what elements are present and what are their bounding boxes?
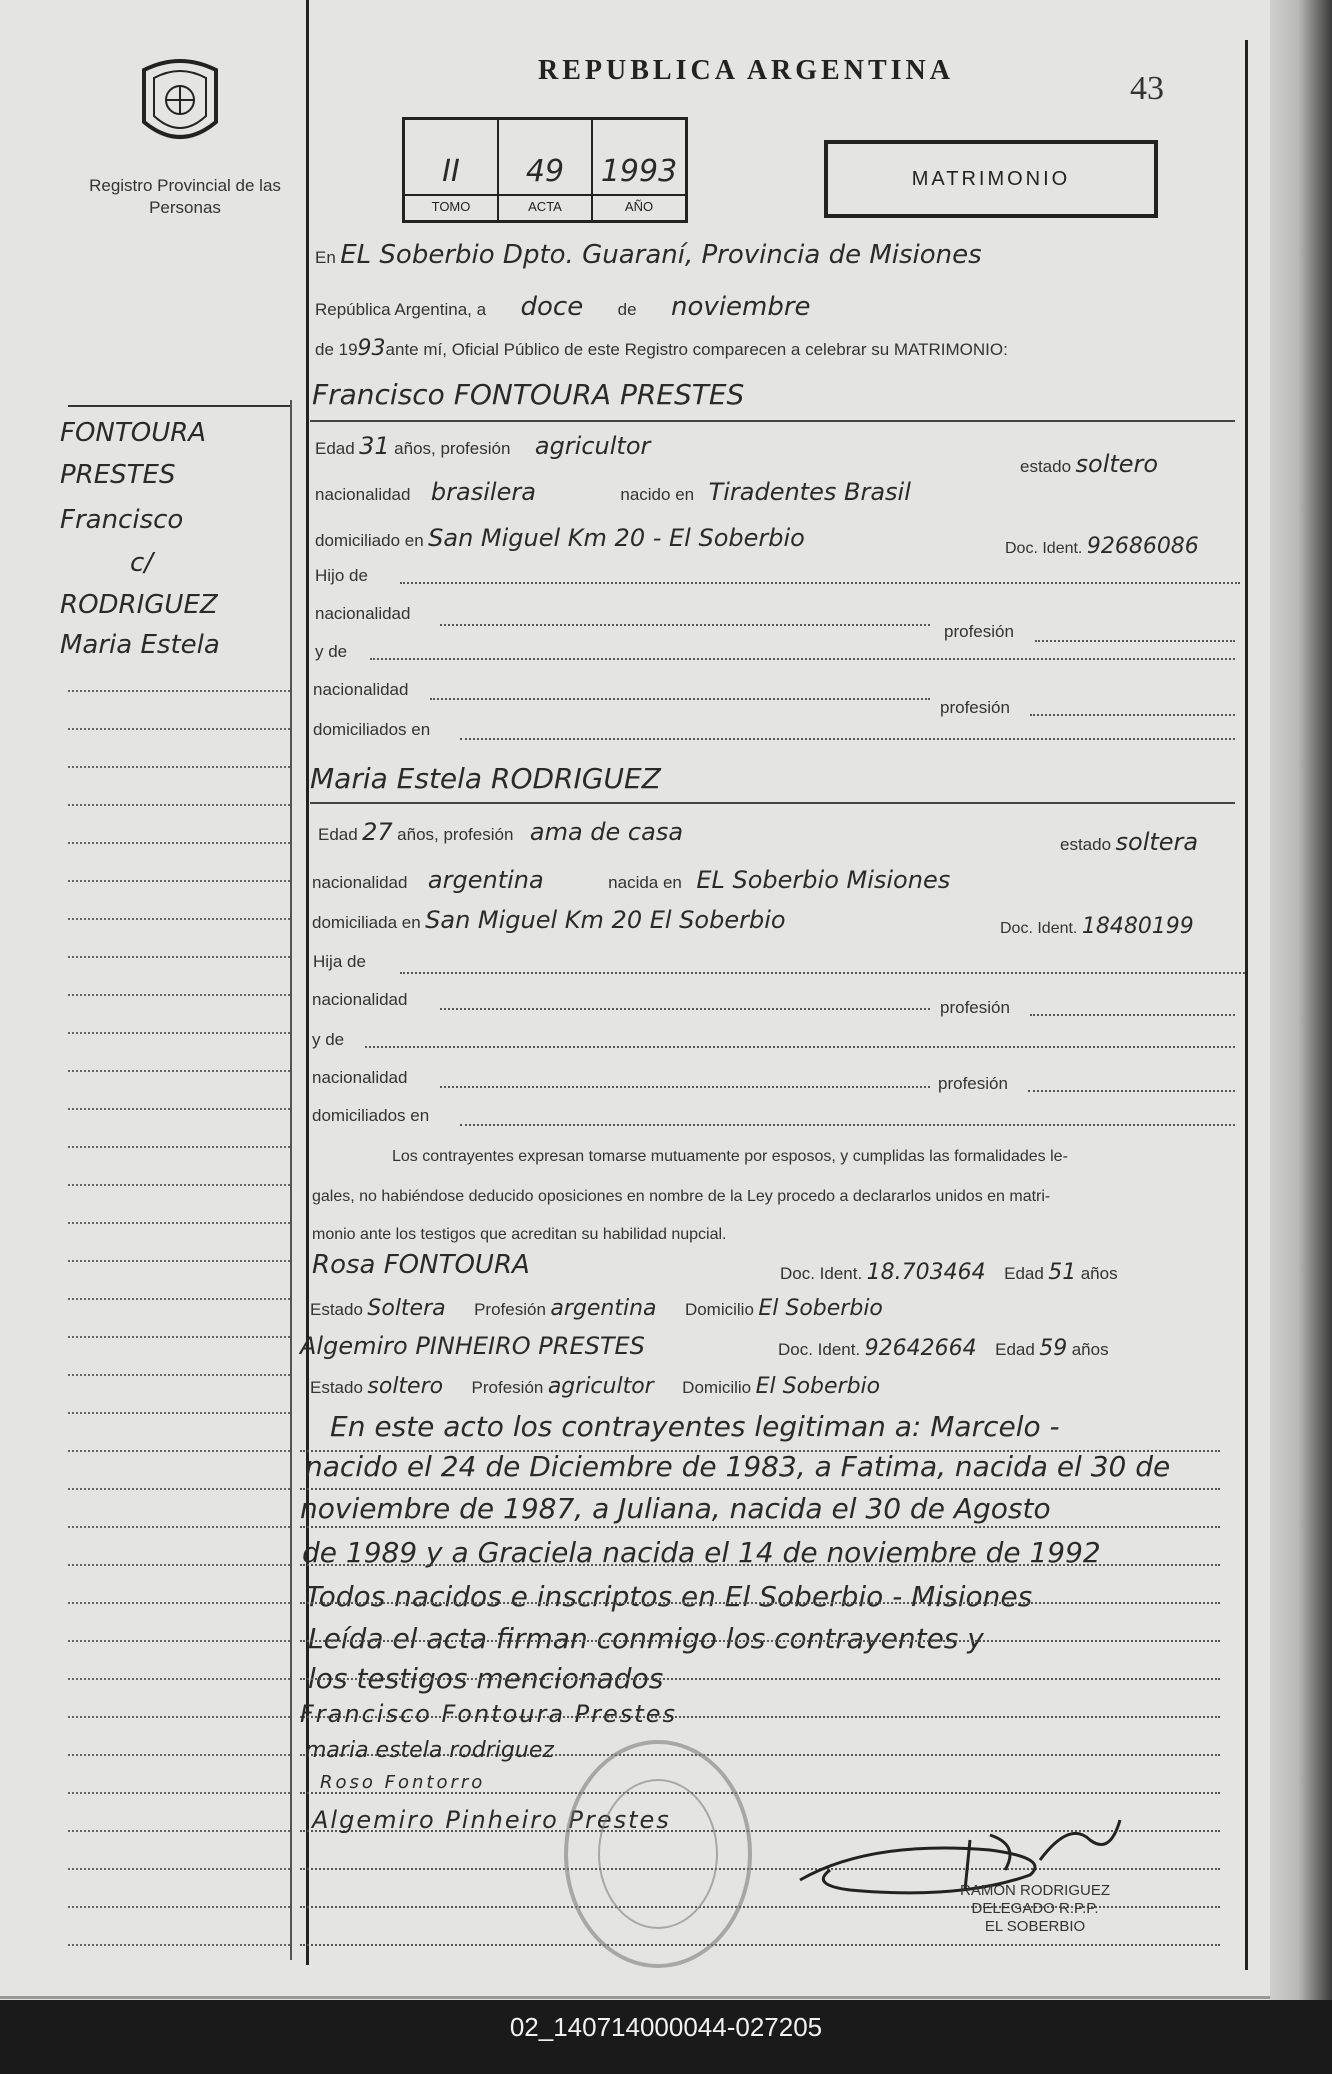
margin-line-4: c/ (130, 548, 154, 578)
bride-nac3-line (440, 1086, 930, 1088)
witness-2-estado-label: Estado (310, 1378, 363, 1397)
witness-2-edad-label: Edad (995, 1340, 1035, 1359)
margin-line-1: FONTOURA (60, 418, 207, 448)
bride-nac3-label: nacionalidad (312, 1068, 408, 1087)
margin-dotted-line (68, 1944, 290, 1946)
tomo-label: TOMO (405, 194, 497, 214)
binding-edge (1270, 0, 1332, 2000)
margin-dotted-line (68, 1868, 290, 1870)
inner-margin-divider (290, 400, 292, 1960)
tomo-cell (405, 120, 499, 220)
margin-dotted-line (68, 1488, 290, 1490)
declaration-line-3: monio ante los testigos que acreditan su habilidad nupcial. (312, 1226, 727, 1243)
acta-cell (499, 120, 593, 220)
groom-prof2-line (1030, 714, 1235, 716)
witness-2-doc (778, 1336, 1109, 1361)
bride-prof2-label: profesión (938, 1074, 1008, 1093)
witness-1-profesion-label: Profesión (474, 1300, 546, 1319)
note-line-2: nacido el 24 de Diciembre de 1983, a Fatima, nacida el 30 de (305, 1450, 1171, 1483)
margin-dotted-line (68, 1526, 290, 1528)
groom-doc-label: Doc. Ident. (1005, 540, 1083, 557)
bride-birthplace: EL Soberbio Misiones (696, 866, 951, 894)
groom-nationality: brasilera (430, 478, 536, 506)
bride-doc-label: Doc. Ident. (1000, 920, 1078, 937)
bride-name: Maria Estela RODRIGUEZ (310, 762, 661, 795)
margin-dotted-line (68, 1754, 290, 1756)
witness-1-row-2 (310, 1296, 883, 1321)
tomo-value: II (442, 154, 460, 189)
bride-profesion-label: años, profesión (397, 825, 514, 844)
margin-rule (68, 405, 290, 407)
officer-title: DELEGADO R.P.P. (971, 1900, 1099, 1917)
witness-2-doc-value: 92642664 (864, 1336, 977, 1361)
en-label: En (315, 248, 336, 267)
margin-dotted-line (68, 804, 290, 806)
margin-dotted-line (68, 1716, 290, 1718)
intro-line-2 (315, 292, 811, 322)
groom-profession: agricultor (534, 432, 651, 460)
witness-2-name: Algemiro PINHEIRO PRESTES (300, 1332, 645, 1360)
witness-2-row-2 (310, 1374, 880, 1399)
margin-dotted-line (68, 1146, 290, 1148)
groom-hijo-line (400, 582, 1240, 584)
margin-dotted-line (68, 1298, 290, 1300)
ante-text: ante mí, Oficial Público de este Registro comparecen a celebrar su MATRIMONIO: (385, 340, 1008, 359)
groom-nac3-line (430, 698, 930, 700)
groom-hijo-label: Hijo de (315, 566, 368, 585)
margin-dotted-line (68, 1602, 290, 1604)
margin-line-6: Maria Estela (60, 630, 220, 660)
body-dotted-line (300, 1944, 1220, 1946)
witness-2-anos-label: años (1071, 1340, 1109, 1359)
de-label: de (617, 300, 637, 319)
margin-dotted-line (68, 1792, 290, 1794)
declaration-line-2: gales, no habiéndose deducido oposiciones en nombre de la Ley procedo a declararlos unidos en matri- (312, 1188, 1051, 1205)
groom-prof2-label: profesión (940, 698, 1010, 717)
note-line-4: de 1989 y a Graciela nacida el 14 de noviembre de 1992 (302, 1536, 1101, 1569)
bride-yde-line (365, 1046, 1235, 1048)
body-dotted-line (300, 1678, 1220, 1680)
body-dotted-line (300, 1602, 1220, 1604)
groom-edad-label: Edad (315, 439, 355, 458)
registry-stamp-icon (564, 1740, 752, 1968)
acta-value: 49 (525, 154, 565, 189)
intro-line-1 (315, 240, 1235, 270)
groom-estado-label: estado (1020, 457, 1072, 476)
note-line-5: Todos nacidos e inscriptos en El Soberbio - Misiones (305, 1580, 1033, 1613)
republica-label: República Argentina, a (315, 300, 487, 319)
margin-dotted-line (68, 690, 290, 692)
groom-estado-value: soltero (1075, 450, 1159, 478)
bride-domicilio-label: domiciliada en (312, 913, 421, 932)
ano-label: AÑO (593, 194, 685, 214)
signature-witness-1: Roso Fontorro (320, 1772, 486, 1793)
bride-nac2-label: nacionalidad (312, 990, 408, 1009)
groom-domicile: San Miguel Km 20 - El Soberbio (428, 524, 805, 552)
witness-1-domicile: El Soberbio (758, 1296, 883, 1321)
bride-nac2-line (440, 1008, 930, 1010)
margin-dotted-line (68, 918, 290, 920)
margin-dotted-line (68, 842, 290, 844)
groom-nac3-label: nacionalidad (313, 680, 409, 699)
body-dotted-line (300, 1488, 1220, 1490)
ano-value: 1993 (600, 154, 678, 189)
groom-row-nac (315, 478, 911, 506)
day: doce (520, 292, 584, 322)
province-seal-icon (136, 52, 224, 152)
witness-1-age: 51 (1048, 1260, 1077, 1285)
intro-line-3 (315, 336, 1008, 361)
acta-label: ACTA (499, 194, 591, 214)
groom-nac2-label: nacionalidad (315, 604, 411, 623)
witness-2-age: 59 (1039, 1336, 1068, 1361)
groom-nac2-line (440, 624, 930, 626)
margin-dotted-line (68, 1374, 290, 1376)
bride-prof2-line (1028, 1090, 1235, 1092)
witness-1-edad-label: Edad (1004, 1264, 1044, 1283)
groom-row-edad (315, 432, 650, 460)
note-line-6: Leída el acta firman conmigo los contrayentes y (308, 1622, 984, 1655)
margin-dotted-line (68, 1564, 290, 1566)
margin-dotted-line (68, 1450, 290, 1452)
bride-estado-label: estado (1060, 835, 1112, 854)
witness-1-estado-label: Estado (310, 1300, 363, 1319)
witness-2-profesion-label: Profesión (471, 1378, 544, 1397)
margin-dotted-line (68, 1032, 290, 1034)
groom-birthplace: Tiradentes Brasil (708, 478, 911, 506)
witness-1-name: Rosa FONTOURA (312, 1250, 530, 1280)
witness-2-domicile: El Soberbio (755, 1374, 881, 1399)
groom-nacionalidad-label: nacionalidad (315, 485, 411, 504)
registry-name: Registro Provincial de las Personas (89, 176, 281, 217)
margin-dotted-line (68, 1184, 290, 1186)
body-dotted-line (300, 1450, 1220, 1452)
margin-dotted-line (68, 1412, 290, 1414)
margin-dotted-line (68, 956, 290, 958)
right-border (1245, 40, 1248, 1970)
bride-prof-label: profesión (940, 998, 1010, 1017)
groom-domicilio-label: domiciliado en (315, 531, 424, 550)
bride-name-line (310, 802, 1235, 804)
margin-dotted-line (68, 1640, 290, 1642)
bride-age: 27 (362, 818, 393, 846)
body-dotted-line (300, 1526, 1220, 1528)
place: EL Soberbio Dpto. Guaraní, Provincia de Misiones (340, 240, 982, 270)
officer-block (920, 1882, 1150, 1936)
groom-doc (1005, 534, 1199, 559)
witness-2-domicilio-label: Domicilio (682, 1378, 752, 1397)
witness-1-domicilio-label: Domicilio (684, 1300, 754, 1319)
margin-line-2: PRESTES (60, 460, 176, 490)
ano-cell (593, 120, 685, 220)
groom-prof-label: profesión (944, 622, 1014, 641)
margin-dotted-line (68, 1830, 290, 1832)
witness-2-profession: agricultor (547, 1374, 654, 1399)
note-line-3: noviembre de 1987, a Juliana, nacida el 30 de Agosto (300, 1492, 1051, 1525)
groom-nacido-label: nacido en (620, 485, 695, 504)
bride-row-edad (318, 818, 683, 846)
officer-office: EL SOBERBIO (984, 1918, 1086, 1935)
bride-yde-label: y de (312, 1030, 345, 1049)
bride-domiciliados-line (460, 1124, 1235, 1126)
page-number: 43 (1130, 70, 1164, 107)
signature-groom: Francisco Fontoura Prestes (300, 1700, 677, 1728)
groom-name: Francisco FONTOURA PRESTES (312, 378, 745, 411)
bride-doc-value: 18480199 (1081, 914, 1194, 939)
groom-yde-line (370, 658, 1235, 660)
witness-1-doc (780, 1260, 1118, 1285)
month: noviembre (671, 292, 811, 322)
margin-dotted-line (68, 1260, 290, 1262)
note-line-1: En este acto los contrayentes legitiman a: Marcelo - (330, 1410, 1060, 1443)
bride-hija-label: Hija de (313, 952, 366, 971)
margin-dotted-line (68, 766, 290, 768)
bride-estado (1060, 828, 1198, 856)
bride-hija-line (400, 972, 1245, 974)
groom-profesion-label: años, profesión (394, 439, 511, 458)
signature-witness-2: Algemiro Pinheiro Prestes (312, 1806, 671, 1834)
margin-line-5: RODRIGUEZ (60, 590, 218, 620)
bride-doc (1000, 914, 1194, 939)
groom-name-line (310, 420, 1235, 422)
signature-bride: maria estela rodriguez (305, 1738, 554, 1763)
bottom-rule (0, 1996, 1300, 1999)
margin-dotted-line (68, 1108, 290, 1110)
groom-domiciliados-line (460, 738, 1235, 740)
margin-line-3: Francisco (60, 505, 184, 535)
margin-dotted-line (68, 728, 290, 730)
bride-edad-label: Edad (318, 825, 358, 844)
witness-1-profession: argentina (550, 1296, 657, 1321)
witness-1-anos-label: años (1080, 1264, 1118, 1283)
scan-id: 02_140714000044-027205 (509, 2012, 823, 2042)
margin-dotted-line (68, 1222, 290, 1224)
witness-2-doc-label: Doc. Ident. (778, 1340, 861, 1359)
year-prefix: de 19 (315, 340, 358, 359)
officer-name: RAMON RODRIGUEZ (960, 1882, 1110, 1899)
bride-row-dom (312, 906, 786, 934)
bride-profession: ama de casa (529, 818, 684, 846)
margin-dotted-line (68, 880, 290, 882)
groom-domiciliados-label: domiciliados en (313, 720, 431, 739)
margin-dotted-line (68, 994, 290, 996)
body-dotted-line (300, 1640, 1220, 1642)
groom-yde-label: y de (315, 642, 348, 661)
margin-dotted-line (68, 1678, 290, 1680)
bride-row-nac (312, 866, 950, 894)
bride-nacida-label: nacida en (608, 873, 682, 892)
margin-dotted-line (68, 1906, 290, 1908)
groom-doc-value: 92686086 (1086, 534, 1199, 559)
groom-age: 31 (359, 432, 390, 460)
body-dotted-line (300, 1564, 1220, 1566)
witness-2-estado: soltero (367, 1374, 444, 1399)
groom-row-dom (315, 524, 805, 552)
bride-nationality: argentina (427, 866, 544, 894)
witness-1-estado: Soltera (367, 1296, 446, 1321)
bride-domiciliados-label: domiciliados en (312, 1106, 430, 1125)
bride-nacionalidad-label: nacionalidad (312, 873, 408, 892)
record-type-box: MATRIMONIO (824, 140, 1158, 218)
bride-prof-line (1030, 1014, 1235, 1016)
country-heading: REPUBLICA ARGENTINA (538, 55, 954, 86)
registry-box (402, 117, 688, 223)
margin-dotted-line (68, 1070, 290, 1072)
margin-dotted-line (68, 1336, 290, 1338)
witness-1-doc-label: Doc. Ident. (780, 1264, 863, 1283)
declaration-line-1: Los contrayentes expresan tomarse mutuamente por esposos, y cumplidas las formalidades le- (392, 1148, 1068, 1165)
groom-estado (1020, 450, 1158, 478)
bride-domicile: San Miguel Km 20 El Soberbio (425, 906, 786, 934)
groom-prof-line (1035, 640, 1235, 642)
year-suffix: 93 (357, 336, 386, 361)
witness-1-doc-value: 18.703464 (866, 1260, 986, 1285)
bride-estado-value: soltera (1115, 828, 1199, 856)
note-line-7: los testigos mencionados (308, 1662, 664, 1695)
